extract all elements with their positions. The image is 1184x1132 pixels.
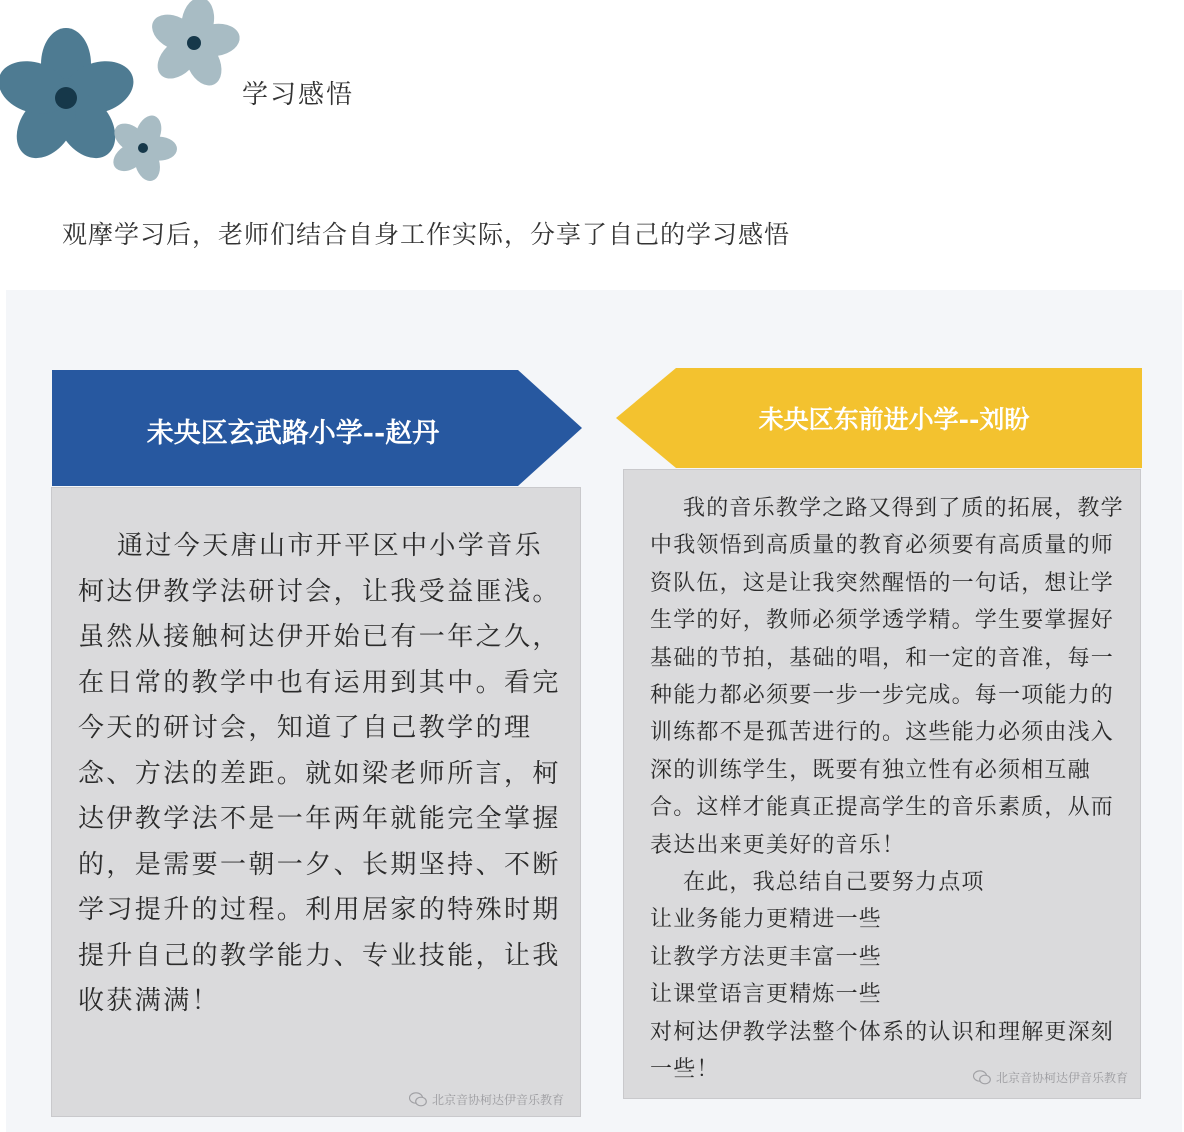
intro-text: 观摩学习后，老师们结合自身工作实际，分享了自己的学习感悟	[62, 220, 791, 249]
right-card-banner	[616, 368, 1142, 468]
section-heading: 学习感悟	[242, 80, 355, 110]
large-flower-icon	[0, 28, 140, 169]
wechat-icon	[409, 1092, 427, 1107]
summary-item: 让业务能力更精进一些	[650, 907, 883, 933]
left-card-body	[78, 524, 564, 1025]
watermark	[409, 1091, 564, 1108]
watermark-text: 北京音协柯达伊音乐教育	[431, 1093, 564, 1107]
right-card-title: 未央区东前进小学--刘盼	[758, 405, 1030, 434]
summary-list	[650, 864, 1130, 1088]
wechat-icon	[973, 1070, 991, 1085]
summary-intro: 在此，我总结自己要努力点项	[683, 870, 985, 896]
left-card-banner	[52, 370, 582, 486]
summary-item: 让教学方法更丰富一些	[650, 944, 883, 970]
right-card-paragraph: 我的音乐教学之路又得到了质的拓展，教学中我领悟到高质量的教育必须要有高质量的师资队伍，这是让我突然醒悟的一句话，想让学生学的好，教师必须学透学精。学生要掌握好基础的节拍，基础的唱，和一定的音准，每一种能力都必须要一步一步完成。每一项能力的训练都不是孤苦进行的。这些能力必须由浅入深的训练学生，既要有独立性有必须相互融合。这样才能真正提高学生的音乐素质，从而表达出来更美好的音乐！	[650, 496, 1124, 858]
flower-decoration-icon	[0, 0, 250, 190]
top-flower-icon	[146, 0, 242, 91]
right-card-body	[650, 490, 1130, 1089]
summary-item: 对柯达伊教学法整个体系的认识和理解更深刻一些！	[650, 1019, 1115, 1083]
left-card-paragraph: 通过今天唐山市开平区中小学音乐柯达伊教学法研讨会，让我受益匪浅。虽然从接触柯达伊开始已有一年之久，在日常的教学中也有运用到其中。看完今天的研讨会，知道了自己教学的理念、方法的差距。就如梁老师所言，柯达伊教学法不是一年两年就能完全掌握的，是需要一朝一夕、长期坚持、不断学习提升的过程。利用居家的特殊时期提升自己的教学能力、专业技能，让我收获满满！	[78, 531, 561, 1016]
summary-item: 让课堂语言更精炼一些	[650, 982, 883, 1008]
watermark-text: 北京音协柯达伊音乐教育	[995, 1071, 1128, 1085]
right-reflection-card	[624, 470, 1140, 1098]
left-card-title: 未央区玄武路小学--赵丹	[146, 417, 440, 449]
left-reflection-card	[52, 488, 580, 1116]
watermark	[973, 1069, 1128, 1086]
small-flower-icon	[108, 112, 177, 184]
